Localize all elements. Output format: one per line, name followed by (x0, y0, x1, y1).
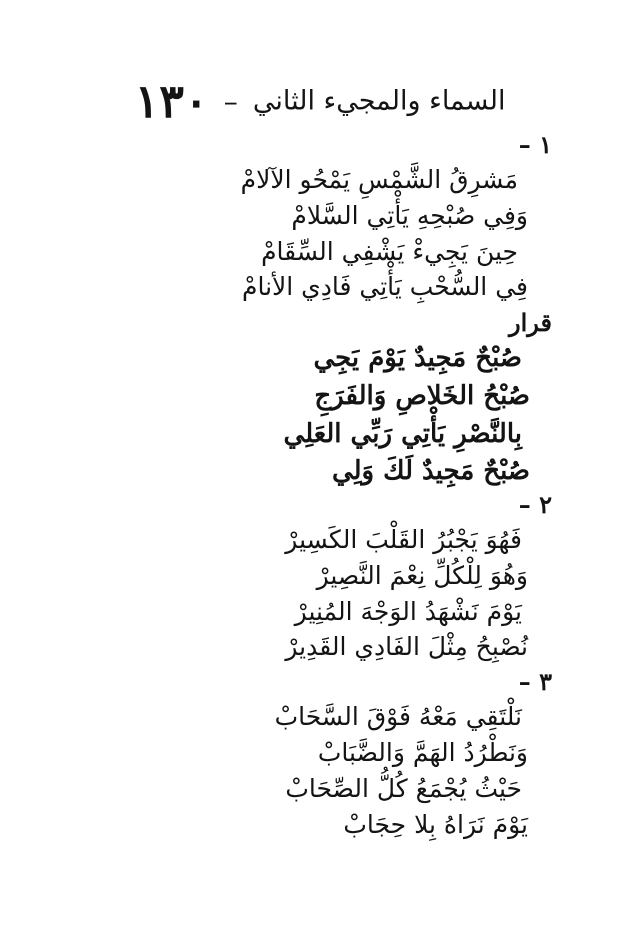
refrain-line: صُبْحٌ مَجِيدٌ يَوْمَ يَجِي (313, 343, 522, 373)
stanza-3-marker: ٣ – (518, 667, 552, 696)
refrain-line: صُبْحٌ مَجِيدٌ لَكَ وَلِي (331, 456, 530, 486)
title-separator: – (223, 84, 238, 118)
verse-line: نُصْبِحُ مِثْلَ الفَادِي القَدِيرْ (285, 632, 528, 661)
verse-line: حَيْثُ يُجْمَعُ كُلُّ الصِّحَابْ (285, 774, 522, 803)
refrain-line: صُبْحُ الخَلاصِ وَالفَرَجِ (314, 381, 530, 411)
refrain-label: قرار (509, 308, 552, 337)
verse-line: مَشرِقُ الشَّمْسِ يَمْحُو الآلامْ (240, 165, 518, 194)
verse-line: حِينَ يَجِيءْ يَشْفِي السِّقَامْ (261, 237, 518, 266)
verse-line: يَوْمَ نَشْهَدُ الوَجْهَ المُنِيرْ (294, 597, 522, 626)
verse-line: نَلْتَقِي مَعْهُ فَوْقَ السَّحَابْ (274, 702, 522, 731)
verse-line: يَوْمَ نَرَاهُ بِلا حِجَابْ (343, 810, 528, 839)
verse-line: وَفِي صُبْحِهِ يَأْتِي السَّلامْ (291, 201, 528, 230)
verse-line: وَنَطْرُدُ الهَمَّ وَالضَّبَابْ (317, 738, 528, 767)
verse-line: فَهُوَ يَجْبُرُ القَلْبَ الكَسِيرْ (285, 525, 522, 554)
stanza-2-marker: ٢ – (518, 490, 552, 519)
hymn-title: السماء والمجيء الثاني (252, 85, 506, 117)
page-header (0, 74, 640, 128)
hymn-number: ١٣٠ (134, 74, 209, 128)
verse-line: وَهُوَ لِلْكُلِّ نِعْمَ النَّصِيرْ (316, 561, 528, 590)
stanza-1-marker: ١ – (518, 130, 552, 159)
refrain-line: بِالنَّصْرِ يَأْتِي رَبِّي العَلِي (283, 419, 522, 449)
verse-line: فِي السُّحْبِ يَأْتِي فَادِي الأنامْ (241, 272, 528, 301)
